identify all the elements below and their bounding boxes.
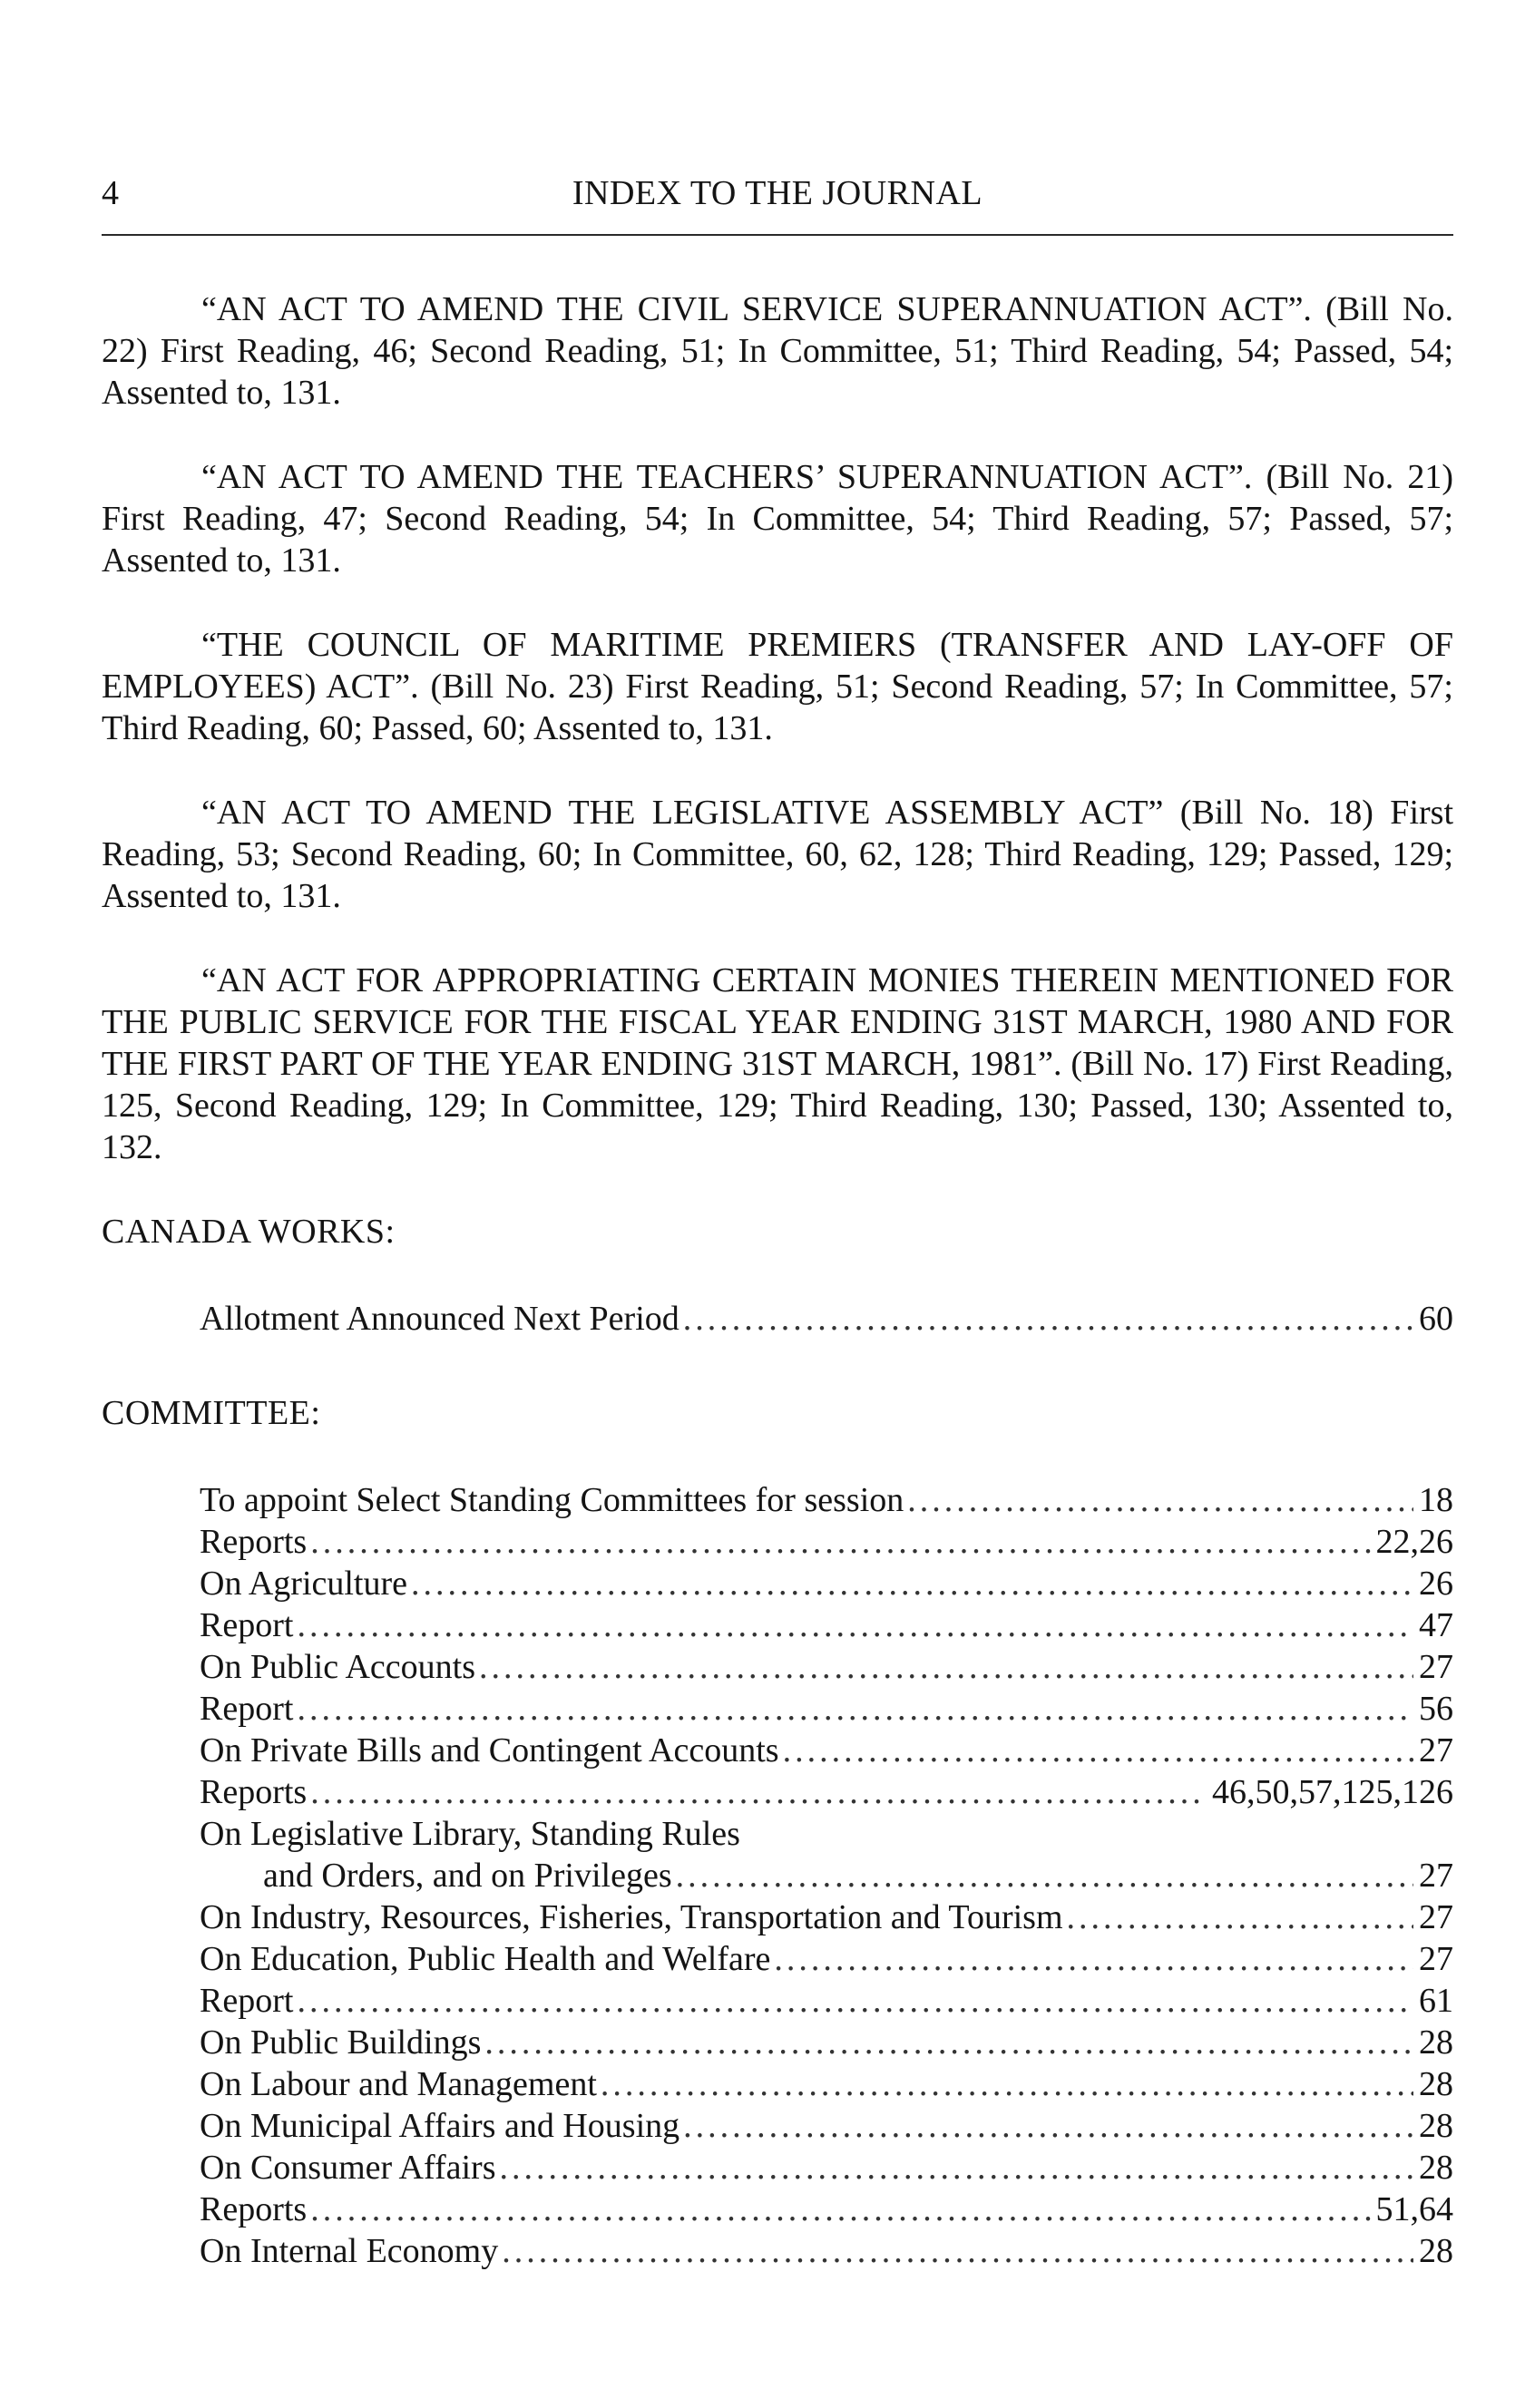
index-entry bbox=[200, 2189, 1453, 2230]
dot-leader bbox=[676, 1855, 1413, 1896]
entry-page-ref: 27 bbox=[1419, 1731, 1453, 1769]
entry-label: On Public Accounts bbox=[200, 1648, 475, 1686]
dot-leader bbox=[297, 1688, 1413, 1730]
index-body bbox=[102, 288, 1453, 2272]
entry-label: Reports bbox=[200, 2190, 308, 2228]
dot-leader bbox=[411, 1563, 1413, 1604]
page-number: 4 bbox=[102, 174, 119, 212]
entry-label: Reports bbox=[200, 1773, 308, 1811]
entry-label: On Labour and Management bbox=[200, 2065, 597, 2103]
entry-label: On Public Buildings bbox=[200, 2023, 482, 2062]
bill-entry: “THE COUNCIL OF MARITIME PREMIERS (TRANSFER AND LAY-OFF OF EMPLOYEES) ACT”. (Bill No. 23) First Reading, 51; Second Reading, 57; In Committee, 57; Third Reading, 60; Passed, 60; Assented to, 131. bbox=[102, 626, 1453, 747]
entry-page-ref: 56 bbox=[1419, 1690, 1453, 1728]
index-entry bbox=[200, 1980, 1453, 2022]
entry-page-ref: 27 bbox=[1419, 1857, 1453, 1895]
entry-label: On Agriculture bbox=[200, 1565, 408, 1603]
entry-label: Allotment Announced Next Period bbox=[200, 1300, 679, 1338]
entry-page-ref: 60 bbox=[1419, 1300, 1453, 1338]
dot-leader bbox=[310, 1771, 1207, 1813]
entry-label: Reports bbox=[200, 1523, 308, 1561]
entry-page-ref: 26 bbox=[1419, 1565, 1453, 1603]
index-entry-continued bbox=[200, 1813, 1453, 1855]
entry-label: Report bbox=[200, 1982, 294, 2020]
dot-leader bbox=[479, 1646, 1413, 1688]
canada-works-entries bbox=[200, 1298, 1453, 1340]
index-entry bbox=[200, 2063, 1453, 2105]
running-header bbox=[102, 171, 1453, 216]
index-entry bbox=[200, 2147, 1453, 2189]
page-header-area bbox=[102, 171, 1453, 216]
entry-page-ref: 18 bbox=[1419, 1481, 1453, 1519]
dot-leader bbox=[310, 2189, 1370, 2230]
dot-leader bbox=[907, 1479, 1413, 1521]
index-entry bbox=[200, 1688, 1453, 1730]
index-entry bbox=[200, 1563, 1453, 1604]
bill-entry: “AN ACT FOR APPROPRIATING CERTAIN MONIES THEREIN MENTIONED FOR THE PUBLIC SERVICE FOR THE FISCAL YEAR ENDING 31ST MARCH, 1980 AND FOR THE FIRST PART OF THE YEAR ENDING 31ST MARCH, 1981”. (Bill No. 17) First Reading, 125, Second Reading, 129; In Committee, 129; Third Reading, 130; Passed, 130; Assented to, 132. bbox=[102, 961, 1453, 1166]
bill-entry: “AN ACT TO AMEND THE LEGISLATIVE ASSEMBLY ACT” (Bill No. 18) First Reading, 53; Second Reading, 60; In Committee, 60, 62, 128; Third Reading, 129; Passed, 129; Assented to, 131. bbox=[102, 794, 1453, 915]
dot-leader bbox=[297, 1604, 1413, 1646]
index-entry bbox=[200, 1521, 1453, 1563]
index-entry bbox=[200, 1646, 1453, 1688]
entry-label: On Private Bills and Contingent Accounts bbox=[200, 1731, 779, 1769]
index-entry bbox=[200, 2022, 1453, 2063]
index-entry bbox=[200, 1298, 1453, 1340]
entry-page-ref: 46,50,57,125,126 bbox=[1212, 1773, 1453, 1811]
entry-page-ref: 28 bbox=[1419, 2023, 1453, 2062]
dot-leader bbox=[500, 2147, 1414, 2189]
entry-page-ref: 28 bbox=[1419, 2065, 1453, 2103]
dot-leader bbox=[484, 2022, 1413, 2063]
dot-leader bbox=[783, 1730, 1413, 1771]
entry-label: On Consumer Affairs bbox=[200, 2149, 496, 2187]
entry-label: On Internal Economy bbox=[200, 2232, 499, 2270]
dot-leader bbox=[683, 1298, 1413, 1340]
entry-page-ref: 28 bbox=[1419, 2149, 1453, 2187]
entry-page-ref: 61 bbox=[1419, 1982, 1453, 2020]
index-entry bbox=[200, 1938, 1453, 1980]
index-entry bbox=[200, 1771, 1453, 1813]
section-heading-committee: COMMITTEE: bbox=[102, 1394, 321, 1432]
bill-entry: “AN ACT TO AMEND THE TEACHERS’ SUPERANNUATION ACT”. (Bill No. 21) First Reading, 47; Second Reading, 54; In Committee, 54; Third Reading, 57; Passed, 57; Assented to, 131. bbox=[102, 458, 1453, 580]
entry-label: On Municipal Affairs and Housing bbox=[200, 2107, 680, 2145]
entry-page-ref: 27 bbox=[1419, 1940, 1453, 1978]
running-head-title: INDEX TO THE JOURNAL bbox=[572, 174, 983, 212]
dot-leader bbox=[774, 1938, 1413, 1980]
bill-entry: “AN ACT TO AMEND THE CIVIL SERVICE SUPERANNUATION ACT”. (Bill No. 22) First Reading, 46; Second Reading, 51; In Committee, 51; Third Reading, 54; Passed, 54; Assented to, 131. bbox=[102, 290, 1453, 412]
dot-leader bbox=[502, 2230, 1413, 2272]
entry-label: Report bbox=[200, 1606, 294, 1644]
entry-label: Report bbox=[200, 1690, 294, 1728]
index-entry bbox=[200, 2105, 1453, 2147]
dot-leader bbox=[1067, 1896, 1413, 1938]
entry-page-ref: 27 bbox=[1419, 1648, 1453, 1686]
entry-label: On Industry, Resources, Fisheries, Transportation and Tourism bbox=[200, 1898, 1063, 1936]
header-rule bbox=[102, 234, 1453, 236]
committee-entries bbox=[200, 1479, 1453, 2272]
entry-page-ref: 51,64 bbox=[1375, 2190, 1453, 2228]
entry-page-ref: 22,26 bbox=[1375, 1523, 1453, 1561]
index-entry bbox=[200, 1730, 1453, 1771]
entry-page-ref: 28 bbox=[1419, 2232, 1453, 2270]
index-entry bbox=[200, 1604, 1453, 1646]
entry-page-ref: 27 bbox=[1419, 1898, 1453, 1936]
dot-leader bbox=[310, 1521, 1370, 1563]
index-entry bbox=[200, 1896, 1453, 1938]
entry-page-ref: 28 bbox=[1419, 2107, 1453, 2145]
index-entry bbox=[200, 1855, 1453, 1896]
entry-label: To appoint Select Standing Committees for session bbox=[200, 1481, 904, 1519]
dot-leader bbox=[297, 1980, 1413, 2022]
entry-label: On Legislative Library, Standing Rules bbox=[200, 1815, 740, 1853]
dot-leader bbox=[683, 2105, 1413, 2147]
entry-page-ref: 47 bbox=[1419, 1606, 1453, 1644]
dot-leader bbox=[601, 2063, 1413, 2105]
index-entry bbox=[200, 2230, 1453, 2272]
entry-label: and Orders, and on Privileges bbox=[263, 1857, 672, 1895]
index-entry bbox=[200, 1479, 1453, 1521]
entry-label: On Education, Public Health and Welfare bbox=[200, 1940, 771, 1978]
section-heading-canada-works: CANADA WORKS: bbox=[102, 1213, 396, 1251]
